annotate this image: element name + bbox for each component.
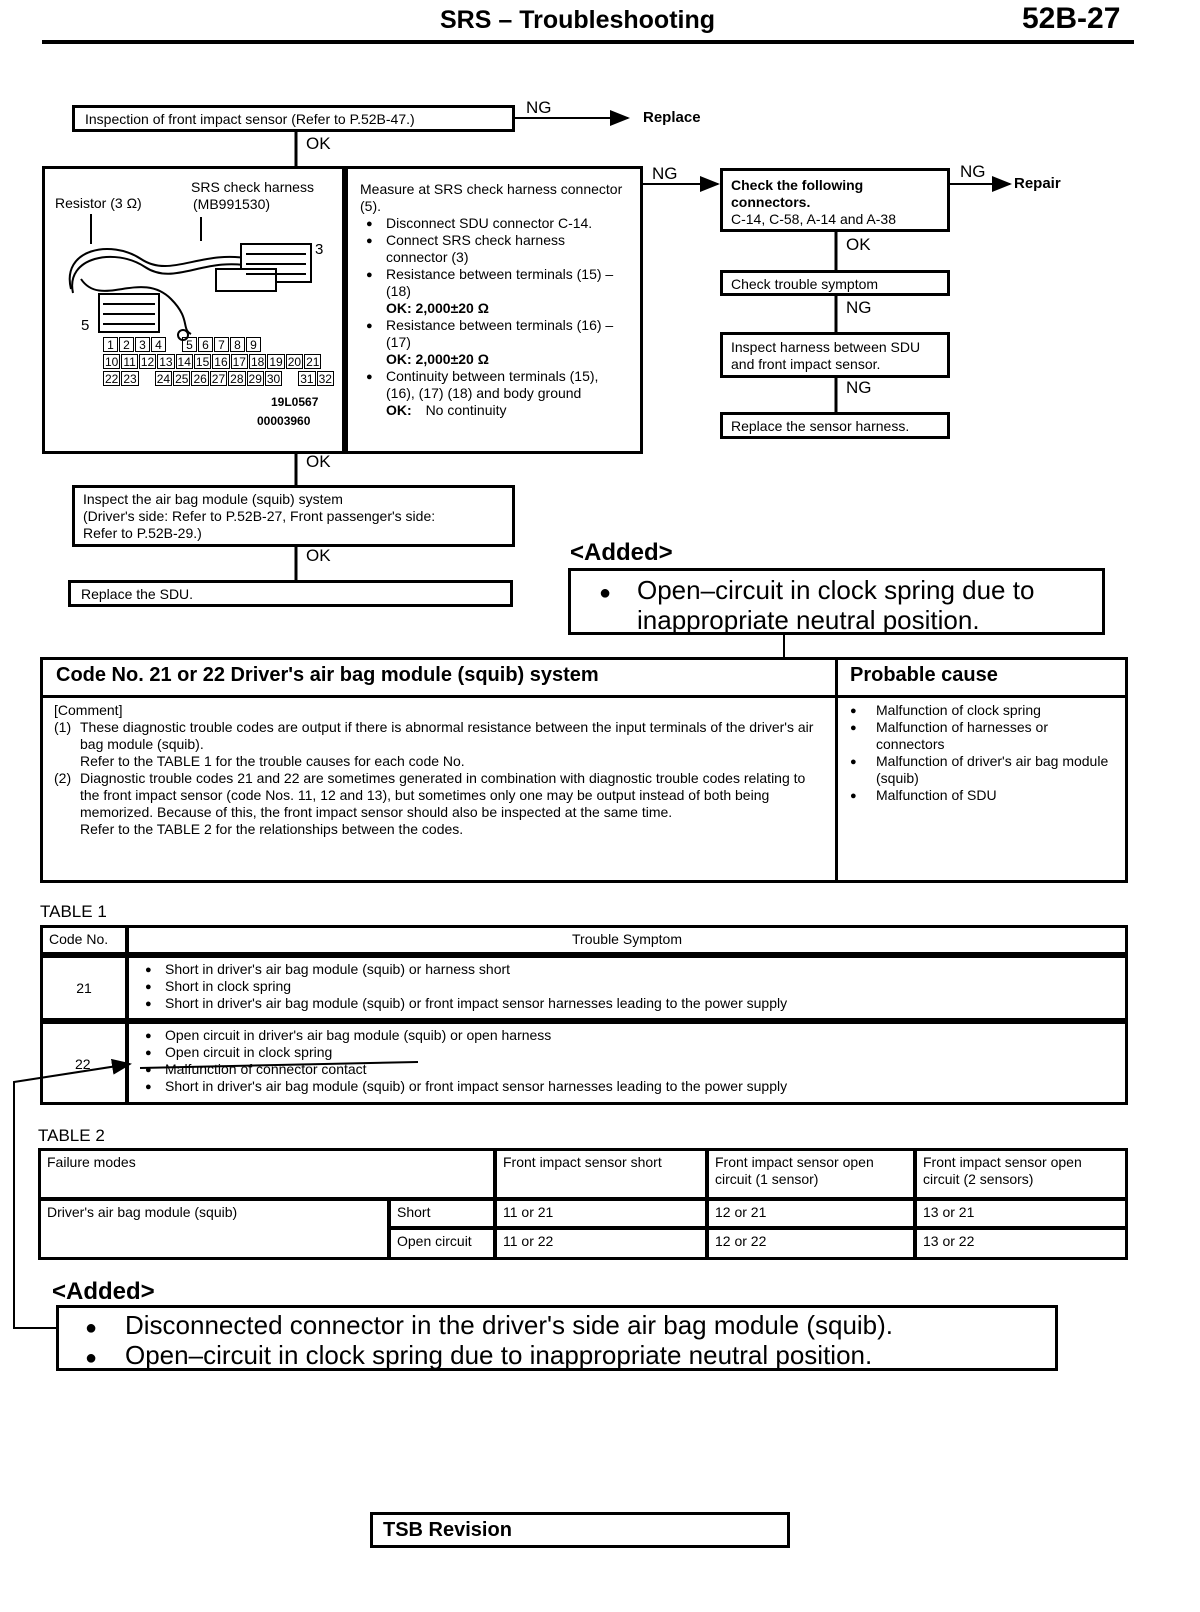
measure-intro: Measure at SRS check harness connector (5). xyxy=(360,181,623,214)
inspect-airbag-line: Refer to P.52B-29.) xyxy=(83,525,202,541)
table2-cell: 13 or 21 xyxy=(914,1198,1128,1229)
figure-code-2: 00003960 xyxy=(257,414,311,428)
measure-item: ● Resistance between terminals (15) – (18) OK: 2,000±20 Ω xyxy=(360,266,628,317)
measure-item: ● Disconnect SDU connector C-14. xyxy=(360,215,628,232)
table2-header-open2: Front impact sensor open circuit (2 sensors) xyxy=(914,1148,1128,1200)
ok-value: No continuity xyxy=(425,402,507,418)
header-rule xyxy=(42,40,1134,44)
inspect-airbag-box xyxy=(72,485,515,547)
code-section-divider xyxy=(835,657,838,883)
ok-label-2: OK xyxy=(846,235,871,254)
added-box-2 xyxy=(56,1305,1058,1371)
code-section-title: Code No. 21 or 22 Driver's air bag module (squib) system xyxy=(56,664,599,686)
pin-cell: 30 xyxy=(266,372,281,386)
added-label-1: <Added> xyxy=(570,539,673,566)
table2-header-failure: Failure modes xyxy=(38,1148,496,1200)
probable-cause-list xyxy=(844,702,1116,804)
cause-item: ● Malfunction of SDU xyxy=(844,787,1116,804)
table2-header-open1: Front impact sensor open circuit (1 sensor) xyxy=(706,1148,916,1200)
ng-label-4: NG xyxy=(846,298,872,317)
table2-cell: 11 or 22 xyxy=(494,1227,708,1260)
page-number: 52B-27 xyxy=(1022,2,1121,35)
pin-gap xyxy=(167,337,181,352)
replace-harness-box xyxy=(720,412,950,439)
pin-cell: 2 xyxy=(119,337,134,352)
symptom-item: ● Short in driver's air bag module (squib) or harness short xyxy=(139,961,1115,978)
pin-cell: 3 xyxy=(135,337,150,352)
replace-sdu-box xyxy=(68,580,513,607)
harness-label: SRS check harness xyxy=(191,179,314,195)
check-connectors-box xyxy=(720,168,950,232)
added-label-2: <Added> xyxy=(52,1278,155,1305)
pin-gap xyxy=(283,371,297,386)
pin-cell: 5 xyxy=(182,337,197,352)
pin-cell: 25 xyxy=(175,372,189,386)
pin-cell: 15 xyxy=(195,355,210,369)
comment-2b: Refer to the TABLE 2 for the relationships between the codes. xyxy=(80,821,464,837)
resistor-label: Resistor (3 Ω) xyxy=(55,195,142,211)
pin-cell: 29 xyxy=(248,372,262,386)
symptom-item: ● Short in driver's air bag module (squib) or front impact sensor harnesses leading to the power supply xyxy=(139,995,1115,1012)
table2-short-label: Short xyxy=(388,1198,496,1229)
check-symptom-text: Check trouble symptom xyxy=(731,276,879,292)
table2-open-label: Open circuit xyxy=(388,1227,496,1260)
ok-value: OK: 2,000±20 Ω xyxy=(386,351,489,367)
pin-cell: 7 xyxy=(214,337,229,352)
table2-cell: 11 or 21 xyxy=(494,1198,708,1229)
ok-value: OK: 2,000±20 Ω xyxy=(386,300,489,316)
measure-box xyxy=(345,166,643,454)
table2-row-label: Driver's air bag module (squib) xyxy=(38,1198,390,1260)
table2-cell: 12 or 22 xyxy=(706,1227,916,1260)
pin-cell: 24 xyxy=(156,372,171,386)
comment-num-1: (1) xyxy=(54,719,72,735)
symptom-item: ● Malfunction of connector contact xyxy=(139,1061,1115,1078)
cause-item: ● Malfunction of harnesses or connectors xyxy=(844,719,1116,753)
pin-row-1 xyxy=(103,337,335,352)
inspect-harness-box xyxy=(720,332,950,378)
comment-num-2: (2) xyxy=(54,770,72,786)
measure-item: ● Resistance between terminals (16) – (17) OK: 2,000±20 Ω xyxy=(360,317,628,368)
table2-cell: 12 or 21 xyxy=(706,1198,916,1229)
measure-item: ● Connect SRS check harness connector (3) xyxy=(360,232,628,266)
comment-2: Diagnostic trouble codes 21 and 22 are sometimes generated in combination with diagnostic trouble codes relating to the front impact sensor (code Nos. 11, 12 and 13), but sometimes only one may be output instead of both being memorized. Because of this, the front impact sensor should also be inspected at the same time. xyxy=(80,770,806,820)
ok-label: OK: xyxy=(386,402,412,418)
symptom-item: ● Short in clock spring xyxy=(139,978,1115,995)
pin-row-3 xyxy=(103,371,335,386)
code-section-header-rule xyxy=(40,695,1128,698)
table2-label: TABLE 2 xyxy=(38,1126,105,1145)
inspect-airbag-line: Inspect the air bag module (squib) system xyxy=(83,491,343,507)
pin-cell: 19 xyxy=(269,355,283,369)
symptom-item: ● Open circuit in clock spring xyxy=(139,1044,1115,1061)
pin-cell: 4 xyxy=(151,337,166,352)
check-connectors-text: Check the following connectors. xyxy=(731,177,864,210)
ng-label-3: NG xyxy=(960,162,986,181)
inspect-airbag-line: (Driver's side: Refer to P.52B-27, Front passenger's side: xyxy=(83,508,436,524)
pin-cell: 14 xyxy=(177,355,191,369)
replace-harness-text: Replace the sensor harness. xyxy=(731,418,910,434)
pin-grid xyxy=(103,337,335,386)
cause-item: ● Malfunction of driver's air bag module (squib) xyxy=(844,753,1116,787)
pin-cell: 21 xyxy=(306,355,320,369)
symptom-item: ● Short in driver's air bag module (squib) or front impact sensor harnesses leading to the power supply xyxy=(139,1078,1115,1095)
pin-cell: 26 xyxy=(193,372,207,386)
callout-5: 5 xyxy=(81,317,90,334)
harness-drawing xyxy=(51,209,341,349)
ok-label-1: OK xyxy=(306,134,331,153)
pin-cell: 1 xyxy=(103,337,118,352)
probable-cause-title: Probable cause xyxy=(850,664,998,686)
replace-label: Replace xyxy=(643,109,701,126)
pin-gap xyxy=(140,371,154,386)
repair-label: Repair xyxy=(1014,175,1061,192)
harness-figure-box xyxy=(42,166,345,454)
cause-item: ● Malfunction of clock spring xyxy=(844,702,1116,719)
inspect-front-sensor-text: Inspection of front impact sensor (Refer to P.52B-47.) xyxy=(85,111,415,127)
pin-cell: 28 xyxy=(230,372,244,386)
ng-label-5: NG xyxy=(846,378,872,397)
table2-header-short: Front impact sensor short xyxy=(494,1148,708,1200)
table1-header-symptom: Trouble Symptom xyxy=(126,925,1128,955)
pin-cell: 23 xyxy=(123,372,137,386)
comment-label: [Comment] xyxy=(54,702,123,718)
measure-item: ● Continuity between terminals (15), (16), (17) (18) and body ground OK: No continuity xyxy=(360,368,628,419)
added-list-1 xyxy=(581,575,1092,635)
check-symptom-box xyxy=(720,270,950,296)
table1-header-code: Code No. xyxy=(40,925,128,955)
inspect-harness-text: Inspect harness between SDU and front impact sensor. xyxy=(731,339,921,372)
part-number-label: (MB991530) xyxy=(193,196,271,212)
added-item: ● Disconnected connector in the driver's side air bag module (squib). xyxy=(67,1310,1047,1340)
pin-cell: 9 xyxy=(246,337,261,352)
replace-sdu-text: Replace the SDU. xyxy=(81,586,194,602)
measure-list xyxy=(360,215,628,419)
cause-list xyxy=(844,702,1116,804)
ng-label-1: NG xyxy=(526,98,552,117)
table1-code-22: 22 xyxy=(40,1021,128,1105)
pin-cell: 11 xyxy=(123,355,136,369)
page-title: SRS – Troubleshooting xyxy=(440,6,716,34)
symptom-item: ● Open circuit in driver's air bag module (squib) or open harness xyxy=(139,1027,1115,1044)
connector-list: C-14, C-58, A-14 and A-38 xyxy=(731,211,896,227)
table1-label: TABLE 1 xyxy=(40,902,107,921)
pin-cell: 8 xyxy=(230,337,245,352)
added-item: ● Open–circuit in clock spring due to inappropriate neutral position. xyxy=(67,1340,1047,1370)
table2-cell: 13 or 22 xyxy=(914,1227,1128,1260)
added-box-1 xyxy=(568,568,1105,635)
pin-row-2 xyxy=(103,354,335,369)
pin-cell: 32 xyxy=(318,372,332,386)
ok-label-4: OK xyxy=(306,546,331,565)
pin-cell: 10 xyxy=(105,355,119,369)
pin-cell: 12 xyxy=(140,355,155,369)
pin-cell: 18 xyxy=(250,355,265,369)
callout-3: 3 xyxy=(315,241,324,258)
pin-cell: 22 xyxy=(105,372,119,386)
inspect-front-sensor-box xyxy=(72,105,515,132)
tsb-revision-box xyxy=(370,1512,790,1548)
ok-label-3: OK xyxy=(306,452,331,471)
table1-symptoms-22 xyxy=(126,1021,1128,1105)
pin-cell: 13 xyxy=(159,355,173,369)
comment-1: These diagnostic trouble codes are output if there is abnormal resistance between the input terminals of the driver's air bag module (squib). xyxy=(80,719,814,752)
pin-cell: 16 xyxy=(214,355,228,369)
table1-symptoms-21 xyxy=(126,955,1128,1021)
tsb-revision-text: TSB Revision xyxy=(383,1519,512,1541)
pin-cell: 31 xyxy=(300,372,314,386)
figure-code-1: 19L0567 xyxy=(271,395,319,409)
comment-block xyxy=(54,702,826,838)
pin-cell: 20 xyxy=(287,355,302,369)
pin-cell: 27 xyxy=(211,372,226,386)
added-list-2 xyxy=(67,1310,1047,1370)
pin-cell: 6 xyxy=(198,337,213,352)
comment-1b: Refer to the TABLE 1 for the trouble causes for each code No. xyxy=(80,753,465,769)
pin-cell: 17 xyxy=(232,355,246,369)
table1-code-21: 21 xyxy=(40,955,128,1021)
ng-label-2: NG xyxy=(652,164,678,183)
added-item: ● Open–circuit in clock spring due to inappropriate neutral position. xyxy=(581,575,1092,635)
